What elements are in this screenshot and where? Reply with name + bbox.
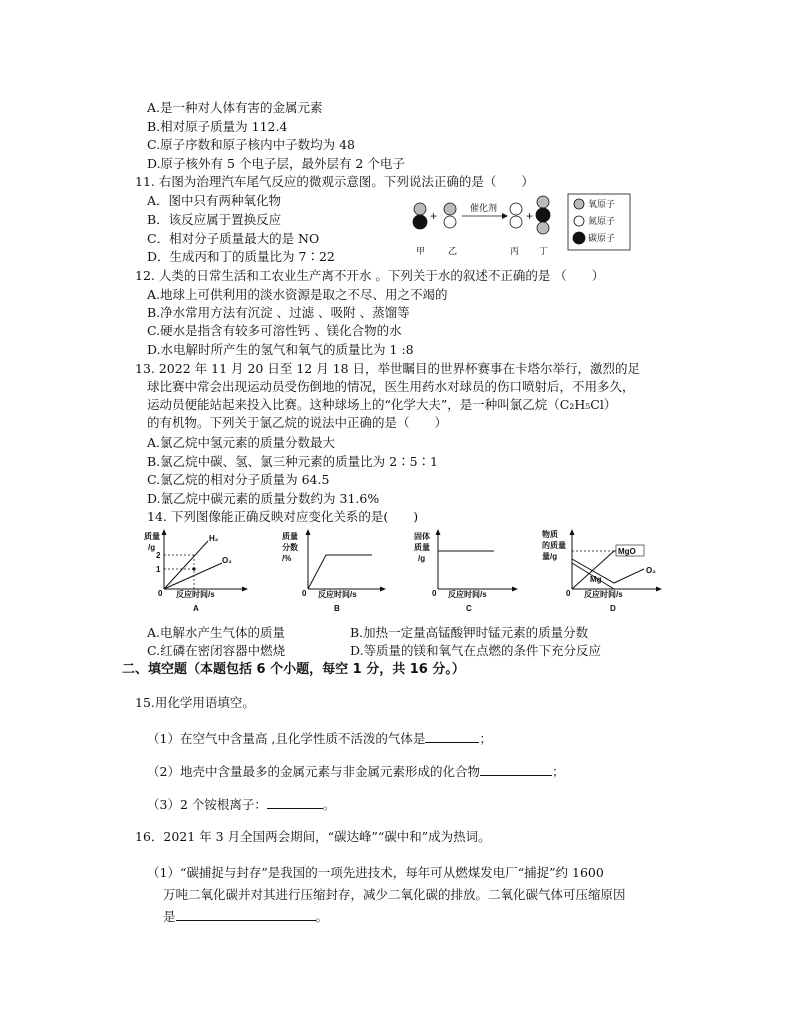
q13-option-d: D.氯乙烷中碳元素的质量分数约为 31.6% bbox=[147, 491, 380, 506]
q12-option-b: B.净水常用方法有沉淀 、过滤 、吸附 、蒸馏等 bbox=[147, 305, 410, 320]
svg-text:质量: 质量 bbox=[144, 532, 160, 541]
svg-text:分数: 分数 bbox=[282, 543, 298, 552]
svg-text:固体: 固体 bbox=[414, 532, 430, 541]
q13-option-c: C.氯乙烷的相对分子质量为 64.5 bbox=[147, 472, 330, 487]
q16-stem: 16．2021 年 3 月全国两会期间，“碳达峰”“碳中和”成为热词。 bbox=[135, 829, 491, 844]
graph-d bbox=[540, 527, 670, 615]
q16-p1-line-3: 是 。 bbox=[163, 909, 329, 924]
q13-stem-line-4: 的有机物。下列关于氯乙烷的说法中正确的是（ ） bbox=[147, 415, 448, 430]
svg-text:/g: /g bbox=[418, 554, 426, 563]
q14-option-c: C.红磷在密闭容器中燃烧 bbox=[147, 643, 286, 658]
svg-text:Mg: Mg bbox=[590, 575, 602, 584]
q12-option-d: D.水电解时所产生的氢气和氧气的质量比为 1 :8 bbox=[147, 342, 414, 357]
q11-option-b: B．该反应属于置换反应 bbox=[147, 212, 282, 227]
q13-stem-line-1: 13. 2022 年 11 月 20 日至 12 月 18 日，举世瞩目的世界杯赛事在卡塔尔举行，激烈的足 bbox=[135, 361, 641, 376]
svg-text:MgO: MgO bbox=[618, 547, 636, 556]
label-bing: 丙 bbox=[510, 247, 520, 257]
svg-text:反应时间/s: 反应时间/s bbox=[448, 590, 487, 599]
svg-text:的质量: 的质量 bbox=[542, 541, 566, 550]
q15-item-1: （1）在空气中含量高 ,且化学性质不活泼的气体是 ； bbox=[147, 731, 492, 746]
q14-option-a: A.电解水产生气体的质量 bbox=[147, 625, 286, 640]
q14-option-b: B.加热一定量高锰酸钾时锰元素的质量分数 bbox=[350, 625, 589, 640]
svg-text:1: 1 bbox=[156, 565, 161, 574]
q13-option-a: A.氯乙烷中氢元素的质量分数最大 bbox=[147, 435, 336, 450]
q16-p1-line-2: 万吨二氧化碳并对其进行压缩封存，减少二氧化碳的排放。二氧化碳气体可压缩原因 bbox=[163, 887, 626, 902]
q15-blank-1[interactable] bbox=[425, 729, 479, 743]
svg-text:+: + bbox=[526, 209, 534, 223]
q11-stem: 11. 右图为治理汽车尾气反应的微观示意图。下列说法正确的是（ ） bbox=[135, 174, 534, 189]
svg-text:+: + bbox=[430, 209, 438, 223]
q10-option-a: A.是一种对人体有害的金属元素 bbox=[147, 100, 323, 115]
q15-stem: 15.用化学用语填空。 bbox=[135, 695, 255, 710]
q16-p1-line-1: （1）“碳捕捉与封存”是我国的一项先进技术，每年可从燃煤发电厂“捕捉”约 1600 bbox=[147, 865, 604, 880]
q15-item-3: （3）2 个铵根离子： 。 bbox=[147, 797, 336, 812]
q12-option-a: A.地球上可供利用的淡水资源是取之不尽、用之不竭的 bbox=[147, 287, 448, 302]
svg-text:H₂: H₂ bbox=[209, 534, 219, 543]
label-ding: 丁 bbox=[539, 247, 549, 257]
graph-a bbox=[142, 527, 252, 615]
svg-text:0: 0 bbox=[158, 589, 163, 598]
label-jia: 甲 bbox=[416, 247, 426, 257]
svg-text:反应时间/s: 反应时间/s bbox=[318, 590, 357, 599]
q16-blank-1[interactable] bbox=[176, 907, 316, 921]
svg-text:B: B bbox=[334, 604, 340, 613]
reaction-diagram bbox=[408, 192, 638, 262]
q13-stem-line-2: 球比赛中常会出现运动员受伤倒地的情况，医生用药水对球员的伤口喷射后，不用多久， bbox=[147, 379, 635, 394]
svg-text:反应时间/s: 反应时间/s bbox=[176, 590, 215, 599]
q15-blank-2[interactable] bbox=[480, 762, 552, 776]
svg-text:O₂: O₂ bbox=[646, 566, 656, 575]
q10-option-d: D.原子核外有 5 个电子层，最外层有 2 个电子 bbox=[147, 156, 405, 171]
svg-text:0: 0 bbox=[566, 589, 571, 598]
q10-option-c: C.原子序数和原子核内中子数均为 48 bbox=[147, 137, 355, 152]
svg-text:A: A bbox=[193, 604, 199, 613]
q15-blank-3[interactable] bbox=[267, 795, 323, 809]
svg-text:O₂: O₂ bbox=[222, 556, 232, 565]
svg-text:量/g: 量/g bbox=[542, 552, 558, 561]
svg-text:D: D bbox=[610, 604, 616, 613]
q12-option-c: C.硬水是指含有较多可溶性钙 、镁化合物的水 bbox=[147, 323, 402, 338]
q13-stem-line-3: 运动员便能站起来投入比赛。这种球场上的“化学大夫”，是一种叫氯乙烷（C₂H₅Cl） bbox=[147, 397, 617, 412]
legend-oxygen: 氧原子 bbox=[588, 200, 616, 210]
graph-c bbox=[412, 527, 522, 615]
svg-text:/%: /% bbox=[282, 554, 292, 563]
q11-option-d: D．生成丙和丁的质量比为 7∶22 bbox=[147, 249, 335, 264]
q11-option-c: C．相对分子质量最大的是 NO bbox=[147, 231, 320, 246]
q11-option-a: A．图中只有两种氧化物 bbox=[147, 193, 282, 208]
label-yi: 乙 bbox=[448, 247, 458, 257]
q14-stem: 14. 下列图像能正确反映对应变化关系的是( ) bbox=[147, 509, 419, 524]
svg-text:0: 0 bbox=[432, 589, 437, 598]
graph-b bbox=[280, 527, 390, 615]
svg-text:质量: 质量 bbox=[282, 532, 298, 541]
svg-text:/g: /g bbox=[148, 543, 156, 552]
catalyst-label: 催化剂 bbox=[470, 203, 498, 213]
svg-text:2: 2 bbox=[156, 551, 161, 560]
svg-text:质量: 质量 bbox=[414, 543, 430, 552]
section-2-heading: 二、填空题（本题包括 6 个小题，每空 1 分，共 16 分。） bbox=[122, 662, 465, 677]
q12-stem: 12. 人类的日常生活和工农业生产离不开水 。下列关于水的叙述不正确的是 （ ） bbox=[135, 268, 605, 283]
svg-text:C: C bbox=[466, 604, 472, 613]
svg-text:0: 0 bbox=[302, 589, 307, 598]
svg-text:反应时间/s: 反应时间/s bbox=[584, 590, 623, 599]
legend-carbon: 碳原子 bbox=[588, 234, 616, 244]
legend-nitrogen: 氮原子 bbox=[588, 217, 616, 227]
q13-option-b: B.氯乙烷中碳、氢、氯三种元素的质量比为 2∶5∶1 bbox=[147, 454, 438, 469]
q10-option-b: B.相对原子质量为 112.4 bbox=[147, 119, 288, 134]
q15-item-2: （2）地壳中含量最多的金属元素与非金属元素形成的化合物 ； bbox=[147, 764, 565, 779]
svg-text:物质: 物质 bbox=[542, 530, 558, 539]
q14-option-d: D.等质量的镁和氧气在点燃的条件下充分反应 bbox=[350, 643, 602, 658]
